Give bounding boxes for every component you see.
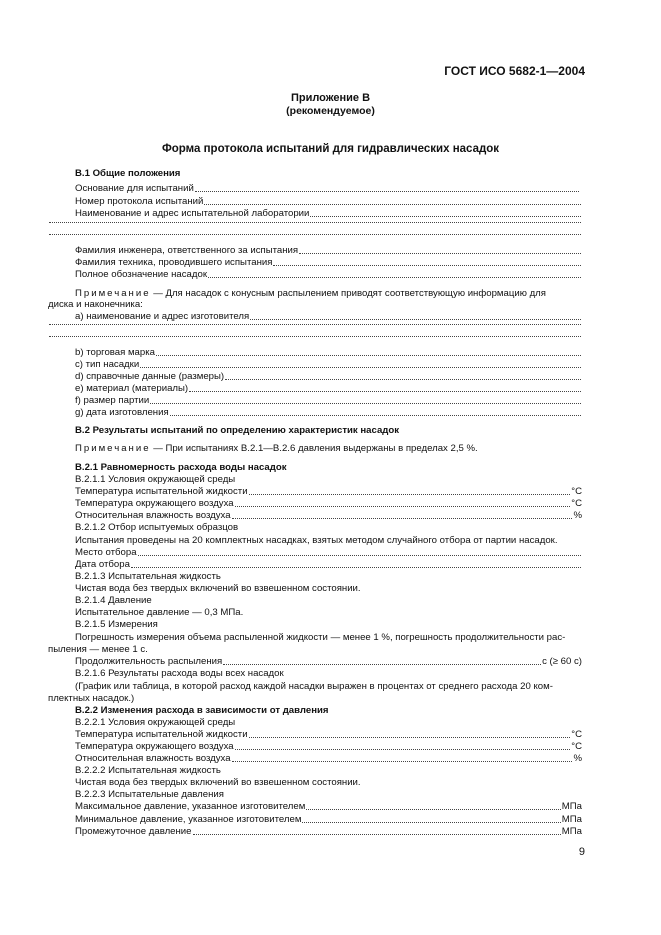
note-b1 bbox=[75, 288, 546, 300]
field-label: Номер протокола испытаний bbox=[75, 196, 204, 207]
pressure-text: Испытательное давление — 0,3 МПа. bbox=[75, 607, 244, 618]
field-label: Полное обозначение насадок bbox=[75, 269, 208, 280]
field-label: Основание для испытаний bbox=[75, 183, 194, 194]
fill-line bbox=[49, 335, 581, 337]
clause-b214: В.2.1.4 Давление bbox=[75, 595, 152, 606]
fill-line bbox=[232, 517, 573, 519]
fill-line bbox=[150, 402, 581, 404]
fill-line bbox=[235, 505, 571, 507]
field-lab bbox=[75, 208, 582, 220]
unit-label: МПа bbox=[561, 826, 582, 837]
unit-label: °С bbox=[571, 486, 582, 497]
field-item-a bbox=[75, 311, 582, 323]
field-label: Минимальное давление, указанное изготовителем bbox=[75, 814, 302, 825]
fill-line bbox=[310, 215, 581, 217]
field-max-pressure bbox=[75, 801, 582, 813]
fill-line bbox=[273, 264, 581, 266]
fill-line bbox=[249, 736, 571, 738]
results-text: (График или таблица, в которой расход каждой насадки выражен в процентах от среднего расхода 20 ком- bbox=[75, 681, 553, 692]
fill-line bbox=[249, 493, 571, 495]
field-basis bbox=[75, 183, 580, 195]
field-mid-pressure bbox=[75, 826, 582, 838]
clause-b223: В.2.2.3 Испытательные давления bbox=[75, 789, 224, 800]
field-label: Продолжительность распыления bbox=[75, 656, 223, 667]
note-text: — Для насадок с конусным распылением приводят соответствующую информацию для bbox=[150, 288, 546, 299]
clause-b211: В.2.1.1 Условия окружающей среды bbox=[75, 474, 236, 485]
field-label: f) размер партии bbox=[75, 395, 150, 406]
field-label: b) торговая марка bbox=[75, 347, 155, 358]
field-protocol-number bbox=[75, 196, 582, 208]
page-number: 9 bbox=[578, 846, 585, 858]
field-label: d) справочные данные (размеры) bbox=[75, 371, 225, 382]
field-label: с) тип насадки bbox=[75, 359, 140, 370]
fill-line bbox=[225, 378, 581, 380]
fill-line bbox=[49, 323, 581, 325]
subsection-b21-heading: В.2.1 Равномерность расхода воды насадок bbox=[75, 462, 287, 473]
clause-b222: В.2.2.2 Испытательная жидкость bbox=[75, 765, 221, 776]
field-label: Относительная влажность воздуха bbox=[75, 753, 231, 764]
field-label: Температура испытательной жидкости bbox=[75, 729, 248, 740]
liquid-text: Чистая вода без твердых включений во взвешенном состоянии. bbox=[75, 583, 361, 594]
form-title: Форма протокола испытаний для гидравлических насадок bbox=[161, 143, 500, 155]
fill-line bbox=[223, 663, 541, 665]
unit-label: % bbox=[573, 510, 582, 521]
blank-line bbox=[48, 323, 582, 328]
note-b1-continued: диска и наконечника: bbox=[48, 299, 143, 310]
field-item-b bbox=[75, 347, 582, 359]
field-label: Максимальное давление, указанное изготовителем bbox=[75, 801, 306, 812]
unit-label: °С bbox=[571, 498, 582, 509]
unit-label: МПа bbox=[561, 814, 582, 825]
field-sampling-date bbox=[75, 559, 582, 571]
field-label: g) дата изготовления bbox=[75, 407, 169, 418]
field-label: Температура окружающего воздуха bbox=[75, 741, 234, 752]
fill-line bbox=[299, 252, 581, 254]
note-text: — При испытаниях В.2.1—В.2.6 давления выдержаны в пределах 2,5 %. bbox=[150, 443, 478, 454]
fill-line bbox=[232, 760, 573, 762]
field-item-g bbox=[75, 407, 582, 419]
fill-line bbox=[208, 276, 581, 278]
field-label: а) наименование и адрес изготовителя bbox=[75, 311, 250, 322]
clause-b221: В.2.2.1 Условия окружающей среды bbox=[75, 717, 236, 728]
annex-subtitle: (рекомендуемое) bbox=[286, 105, 375, 117]
field-label: Наименование и адрес испытательной лаборатории bbox=[75, 208, 310, 219]
fill-line bbox=[204, 203, 581, 205]
blank-line bbox=[48, 221, 582, 226]
field-label: Температура окружающего воздуха bbox=[75, 498, 234, 509]
fill-line bbox=[250, 318, 581, 320]
fill-line bbox=[138, 554, 581, 556]
clause-b215: В.2.1.5 Измерения bbox=[75, 619, 158, 630]
fill-line bbox=[235, 748, 571, 750]
field-air-temp-2 bbox=[75, 741, 582, 753]
unit-label: °С bbox=[571, 729, 582, 740]
results-text-continued: плектных насадок.) bbox=[48, 693, 135, 704]
blank-line bbox=[48, 335, 582, 340]
field-label: Фамилия инженера, ответственного за испытания bbox=[75, 245, 299, 256]
field-item-e bbox=[75, 383, 582, 395]
field-liquid-temp bbox=[75, 486, 582, 498]
unit-label: °С bbox=[571, 741, 582, 752]
fill-line bbox=[195, 190, 579, 192]
fill-line bbox=[49, 233, 581, 235]
field-label: Дата отбора bbox=[75, 559, 130, 570]
clause-b213: В.2.1.3 Испытательная жидкость bbox=[75, 571, 221, 582]
unit-label: % bbox=[573, 753, 582, 764]
note-word: Примечание bbox=[75, 443, 151, 454]
fill-line bbox=[156, 354, 581, 356]
fill-line bbox=[193, 833, 561, 835]
field-duration bbox=[75, 656, 582, 668]
field-air-temp bbox=[75, 498, 582, 510]
field-item-d bbox=[75, 371, 582, 383]
clause-b212: В.2.1.2 Отбор испытуемых образцов bbox=[75, 522, 239, 533]
section-b1-heading: В.1 Общие положения bbox=[75, 168, 181, 179]
section-b2-heading: В.2 Результаты испытаний по определению характеристик насадок bbox=[75, 425, 400, 436]
field-label: Промежуточное давление bbox=[75, 826, 192, 837]
blank-line bbox=[48, 233, 582, 238]
field-label: Место отбора bbox=[75, 547, 137, 558]
sampling-text: Испытания проведены на 20 комплектных насадках, взятых методом случайного отбора от партии насадок. bbox=[75, 535, 558, 546]
field-label: Температура испытательной жидкости bbox=[75, 486, 248, 497]
fill-line bbox=[140, 366, 581, 368]
annex-title: Приложение В bbox=[290, 92, 371, 104]
fill-line bbox=[306, 808, 560, 810]
field-humidity bbox=[75, 510, 582, 522]
fill-line bbox=[189, 390, 581, 392]
field-label: Относительная влажность воздуха bbox=[75, 510, 231, 521]
field-min-pressure bbox=[75, 814, 582, 826]
field-sampling-place bbox=[75, 547, 582, 559]
field-label: Фамилия техника, проводившего испытания bbox=[75, 257, 273, 268]
standard-number: ГОСТ ИСО 5682-1—2004 bbox=[444, 64, 585, 78]
field-humidity-2 bbox=[75, 753, 582, 765]
field-label: е) материал (материалы) bbox=[75, 383, 189, 394]
field-engineer bbox=[75, 245, 582, 257]
unit-label: с (≥ 60 с) bbox=[542, 656, 582, 667]
note-b2 bbox=[75, 443, 478, 455]
unit-label: МПа bbox=[561, 801, 582, 812]
field-technician bbox=[75, 257, 582, 269]
liquid-text-2: Чистая вода без твердых включений во взвешенном состоянии. bbox=[75, 777, 361, 788]
measure-text: Погрешность измерения объема распыленной жидкости — менее 1 %, погрешность продолжительности рас- bbox=[75, 632, 566, 643]
field-designation bbox=[75, 269, 582, 281]
clause-b216: В.2.1.6 Результаты расхода воды всех насадок bbox=[75, 668, 284, 679]
field-item-f bbox=[75, 395, 582, 407]
fill-line bbox=[49, 221, 581, 223]
fill-line bbox=[170, 414, 581, 416]
field-item-c bbox=[75, 359, 582, 371]
fill-line bbox=[131, 566, 581, 568]
subsection-b22-heading: В.2.2 Изменения расхода в зависимости от давления bbox=[75, 705, 329, 716]
note-word: Примечание bbox=[75, 288, 151, 299]
fill-line bbox=[302, 821, 560, 823]
field-liquid-temp-2 bbox=[75, 729, 582, 741]
measure-text-continued: пыления — менее 1 с. bbox=[48, 644, 148, 655]
